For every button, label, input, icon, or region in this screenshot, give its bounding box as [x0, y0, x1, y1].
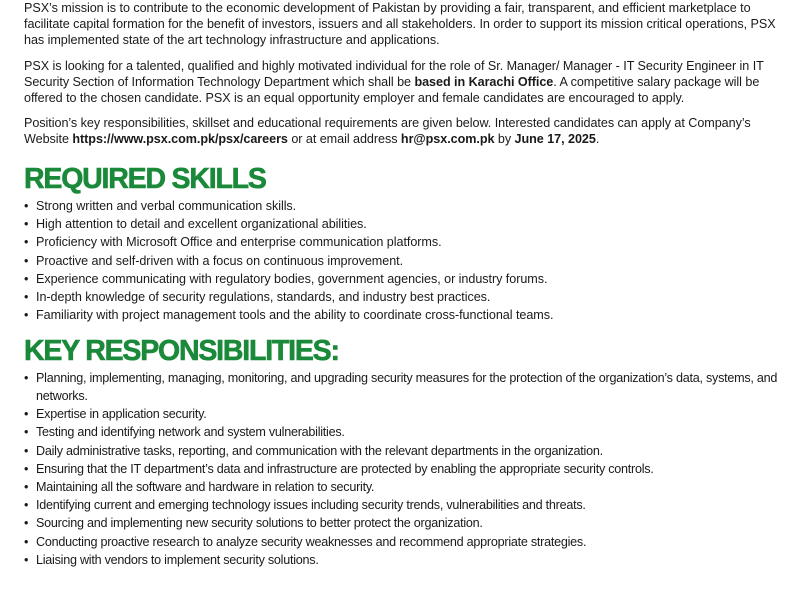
- bullet-icon: •: [24, 534, 29, 549]
- list-item: • Conducting proactive research to analyze security weaknesses and recommend appropriate strategies.: [24, 533, 782, 551]
- mission-paragraph: PSX’s mission is to contribute to the economic development of Pakistan by providing a fair, transparent, and efficient marketplace to facilitate capital formation for the benefit of investors, issuers and all stakeholders. In order to support its mission critical operations, PSX has implemented state of the art technology infrastructure and applications.: [24, 1, 776, 48]
- list-item: • Planning, implementing, managing, monitoring, and upgrading security measures for the protection of the organization’s data, systems, and networks.: [24, 370, 778, 403]
- list-item: • Testing and identifying network and system vulnerabilities.: [24, 423, 782, 441]
- key-responsibilities-heading: KEY RESPONSIBILITIES:: [24, 334, 339, 367]
- list-item: • Ensuring that the IT department’s data and infrastructure are protected by enabling the appropriate security controls.: [24, 460, 782, 478]
- deadline-date: June 17, 2025: [514, 132, 596, 147]
- hr-email-link[interactable]: hr@psx.com.pk: [400, 132, 495, 147]
- list-item: • Sourcing and implementing new security solutions to better protect the organization.: [24, 514, 782, 532]
- bullet-icon: •: [24, 443, 29, 458]
- job-posting-content: [24, 0, 782, 569]
- required-skills-heading: REQUIRED SKILLS: [24, 162, 266, 195]
- list-item: • In-depth knowledge of security regulations, standards, and industry best practices.: [24, 288, 782, 306]
- list-item: • Liaising with vendors to implement security solutions.: [24, 551, 782, 569]
- bullet-icon: •: [24, 552, 29, 567]
- apply-text-4: .: [595, 132, 600, 147]
- bullet-icon: •: [24, 235, 29, 250]
- role-paragraph: [24, 58, 782, 107]
- required-skills-list: [24, 197, 782, 325]
- role-text-1: PSX is looking for a talented, qualified and highly motivated individual for the role of Sr. Manager/ Manager - IT Security Engineer in IT Security Section of Information Technology Department which shall be: [24, 58, 764, 89]
- bullet-icon: •: [24, 253, 29, 268]
- bullet-icon: •: [24, 370, 29, 385]
- list-item: • Daily administrative tasks, reporting, and communication with the relevant departments in the organization.: [24, 442, 782, 460]
- office-location: based in Karachi Office: [414, 74, 554, 89]
- apply-text-2: or at email address: [287, 132, 401, 147]
- bullet-icon: •: [24, 407, 29, 422]
- careers-website-link[interactable]: https://www.psx.com.pk/psx/careers: [72, 132, 288, 147]
- list-item: • Strong written and verbal communication skills.: [24, 197, 782, 215]
- list-item: • Familiarity with project management tools and the ability to coordinate cross-functional teams.: [24, 306, 782, 324]
- list-item: • High attention to detail and excellent organizational abilities.: [24, 215, 782, 233]
- apply-paragraph: [24, 115, 782, 147]
- bullet-icon: •: [24, 461, 29, 476]
- bullet-icon: •: [24, 498, 29, 513]
- list-item: • Experience communicating with regulatory bodies, government agencies, or industry forums.: [24, 270, 782, 288]
- bullet-icon: •: [24, 271, 29, 286]
- list-item: • Maintaining all the software and hardware in relation to security.: [24, 478, 782, 496]
- bullet-icon: •: [24, 308, 29, 323]
- bullet-icon: •: [24, 516, 29, 531]
- bullet-icon: •: [24, 198, 29, 213]
- bullet-icon: •: [24, 216, 29, 231]
- apply-text-1: Position’s key responsibilities, skillset and educational requirements are given below. Interested candidates can apply at Company’s Website: [24, 116, 751, 147]
- bullet-icon: •: [24, 479, 29, 494]
- role-text-2: . A competitive salary package will be offered to the chosen candidate. PSX is an equal opportunity employer and female candidates are encouraged to apply.: [24, 74, 760, 106]
- bullet-icon: •: [24, 290, 29, 305]
- key-responsibilities-list: [24, 369, 782, 569]
- list-item: • Identifying current and emerging technology issues including security trends, vulnerabilities and threats.: [24, 496, 782, 514]
- apply-text-3: by: [494, 132, 515, 147]
- bullet-icon: •: [24, 425, 29, 440]
- list-item: • Expertise in application security.: [24, 405, 782, 423]
- list-item: • Proactive and self-driven with a focus on continuous improvement.: [24, 252, 782, 270]
- list-item: • Proficiency with Microsoft Office and enterprise communication platforms.: [24, 233, 782, 251]
